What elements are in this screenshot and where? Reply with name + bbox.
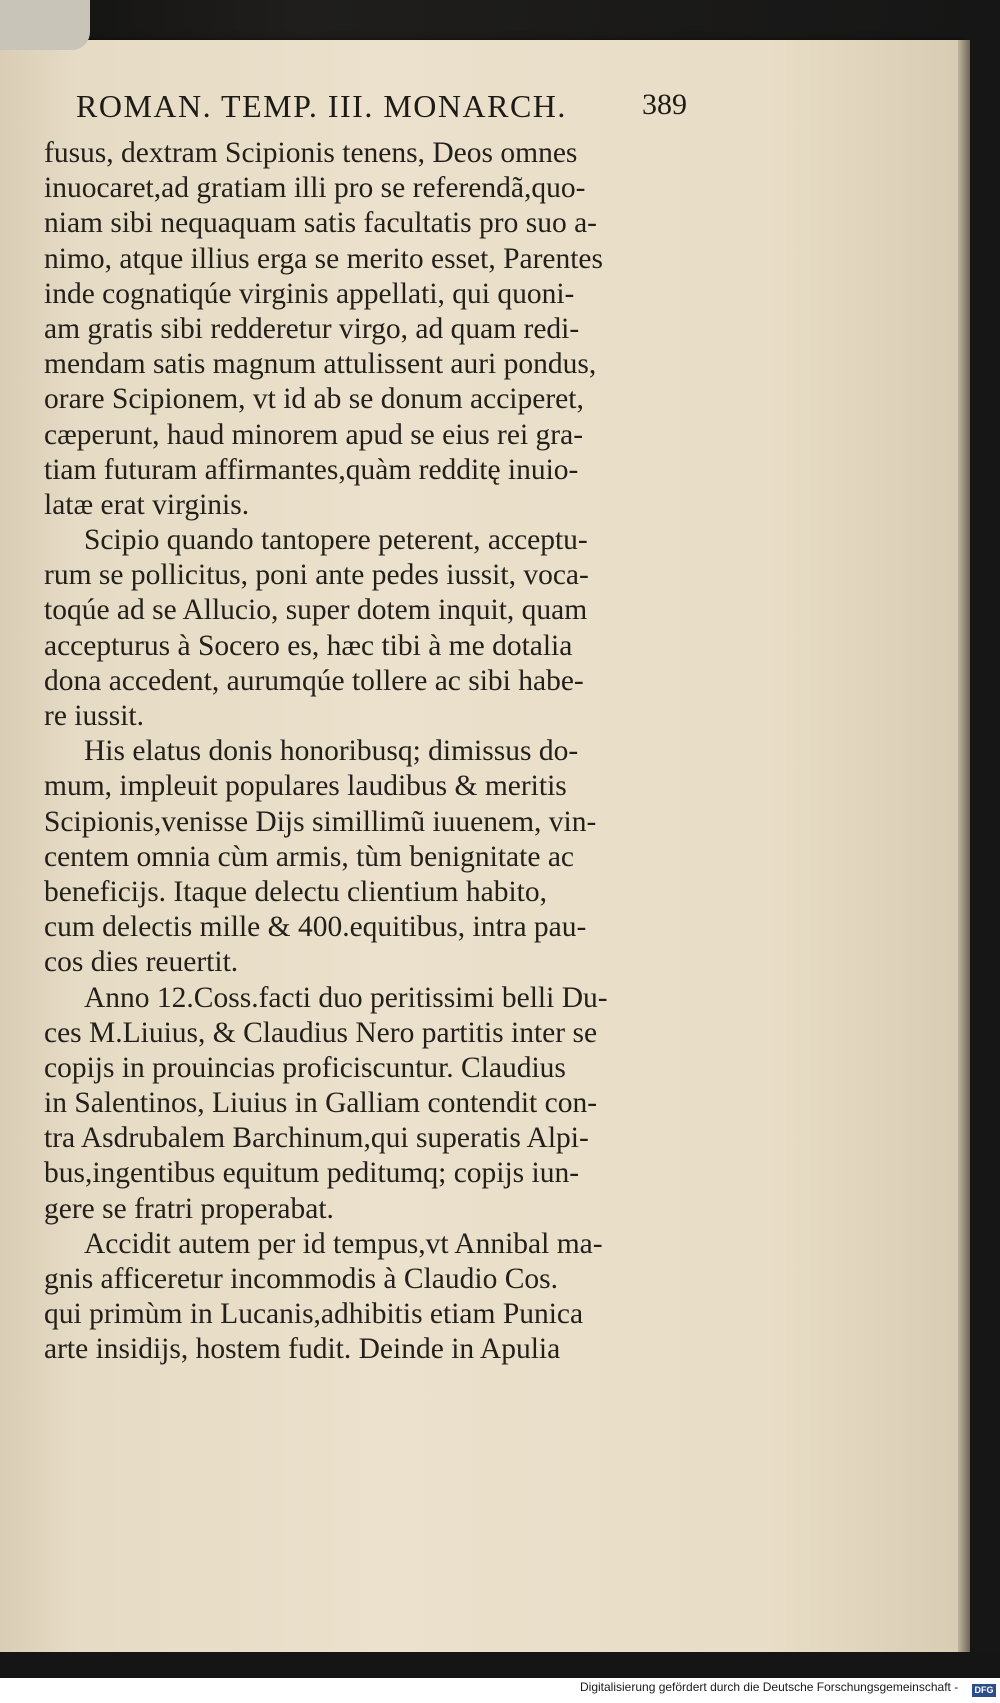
text-line: Accidit autem per id tempus,vt Annibal ma- [84,1227,603,1260]
text-line: nimo, atque illius erga se merito esset, Parentes [44,242,604,275]
text-line: cos dies reuertit. [44,946,239,979]
body-text [44,136,684,1368]
dfg-logo: DFG [972,1684,996,1697]
text-line: centem omnia cùm armis, tùm benignitate ac [44,840,575,873]
text-line: cæperunt, haud minorem apud se eius rei gra- [44,418,584,451]
text-line: bus,ingentibus equitum peditumq; copijs iun- [44,1157,580,1190]
text-line: tra Asdrubalem Barchinum,qui superatis Alpi- [44,1122,589,1155]
text-line: re iussit. [44,700,144,732]
text-line: ces M.Liuius, & Claudius Nero partitis inter se [44,1016,598,1049]
text-line: latæ erat virginis. [44,488,250,521]
text-line: inde cognatiqúe virginis appellati, qui quoni- [44,277,575,310]
text-line: gere se fratri properabat. [44,1192,334,1225]
scan-bottom-strip [0,1652,1000,1678]
text-line: beneficijs. Itaque delectu clientium habito, [44,875,547,908]
text-line: inuocaret,ad gratiam illi pro se referendã,quo- [44,172,586,205]
page-number: 389 [642,88,687,121]
text-line: arte insidijs, hostem fudit. Deinde in Apulia [44,1333,561,1366]
text-line: rum se pollicitus, poni ante pedes iussit, voca- [44,559,589,592]
text-line: accepturus à Socero es, hæc tibi à me dotalia [44,629,573,662]
digitization-credit: Digitalisierung gefördert durch die Deutsche Forschungsgemeinschaft - [580,1680,995,1700]
text-line: copijs in prouincias proficiscuntur. Claudius [44,1051,566,1084]
text-line: in Salentinos, Liuius in Galliam contendit con- [44,1087,598,1120]
text-line: orare Scipionem, vt id ab se donum acciperet, [44,383,584,416]
text-line: am gratis sibi redderetur virgo, ad quam redi- [44,312,580,345]
text-line: mum, impleuit populares laudibus & meritis [44,770,567,803]
text-line: qui primùm in Lucanis,adhibitis etiam Punica [44,1298,584,1331]
text-line: dona accedent, aurumqúe tollere ac sibi habe- [44,664,584,697]
text-line: cum delectis mille & 400.equitibus, intra pau- [44,911,587,944]
running-head: ROMAN. TEMP. III. MONARCH. [76,88,567,124]
text-line: gnis afficeretur incommodis à Claudio Cos. [44,1263,558,1295]
text-line: mendam satis magnum attulissent auri pondus, [44,348,597,381]
text-line: toqúe ad se Allucio, super dotem inquit, quam [44,594,588,627]
text-line: tiam futuram affirmantes,quàm redditę inuio- [44,453,579,486]
page-corner [0,0,90,50]
text-line: His elatus donis honoribusq; dimissus do- [84,735,579,768]
text-line: Scipio quando tantopere peterent, acceptu- [84,524,588,557]
text-line: Anno 12.Coss.facti duo peritissimi belli Du- [84,981,608,1014]
text-line: fusus, dextram Scipionis tenens, Deos omnes [44,137,578,169]
text-line: niam sibi nequaquam satis facultatis pro suo a- [44,207,597,240]
page-edge [958,40,970,1652]
text-line: Scipionis,venisse Dijs simillimũ iuuenem, vin- [44,805,597,838]
